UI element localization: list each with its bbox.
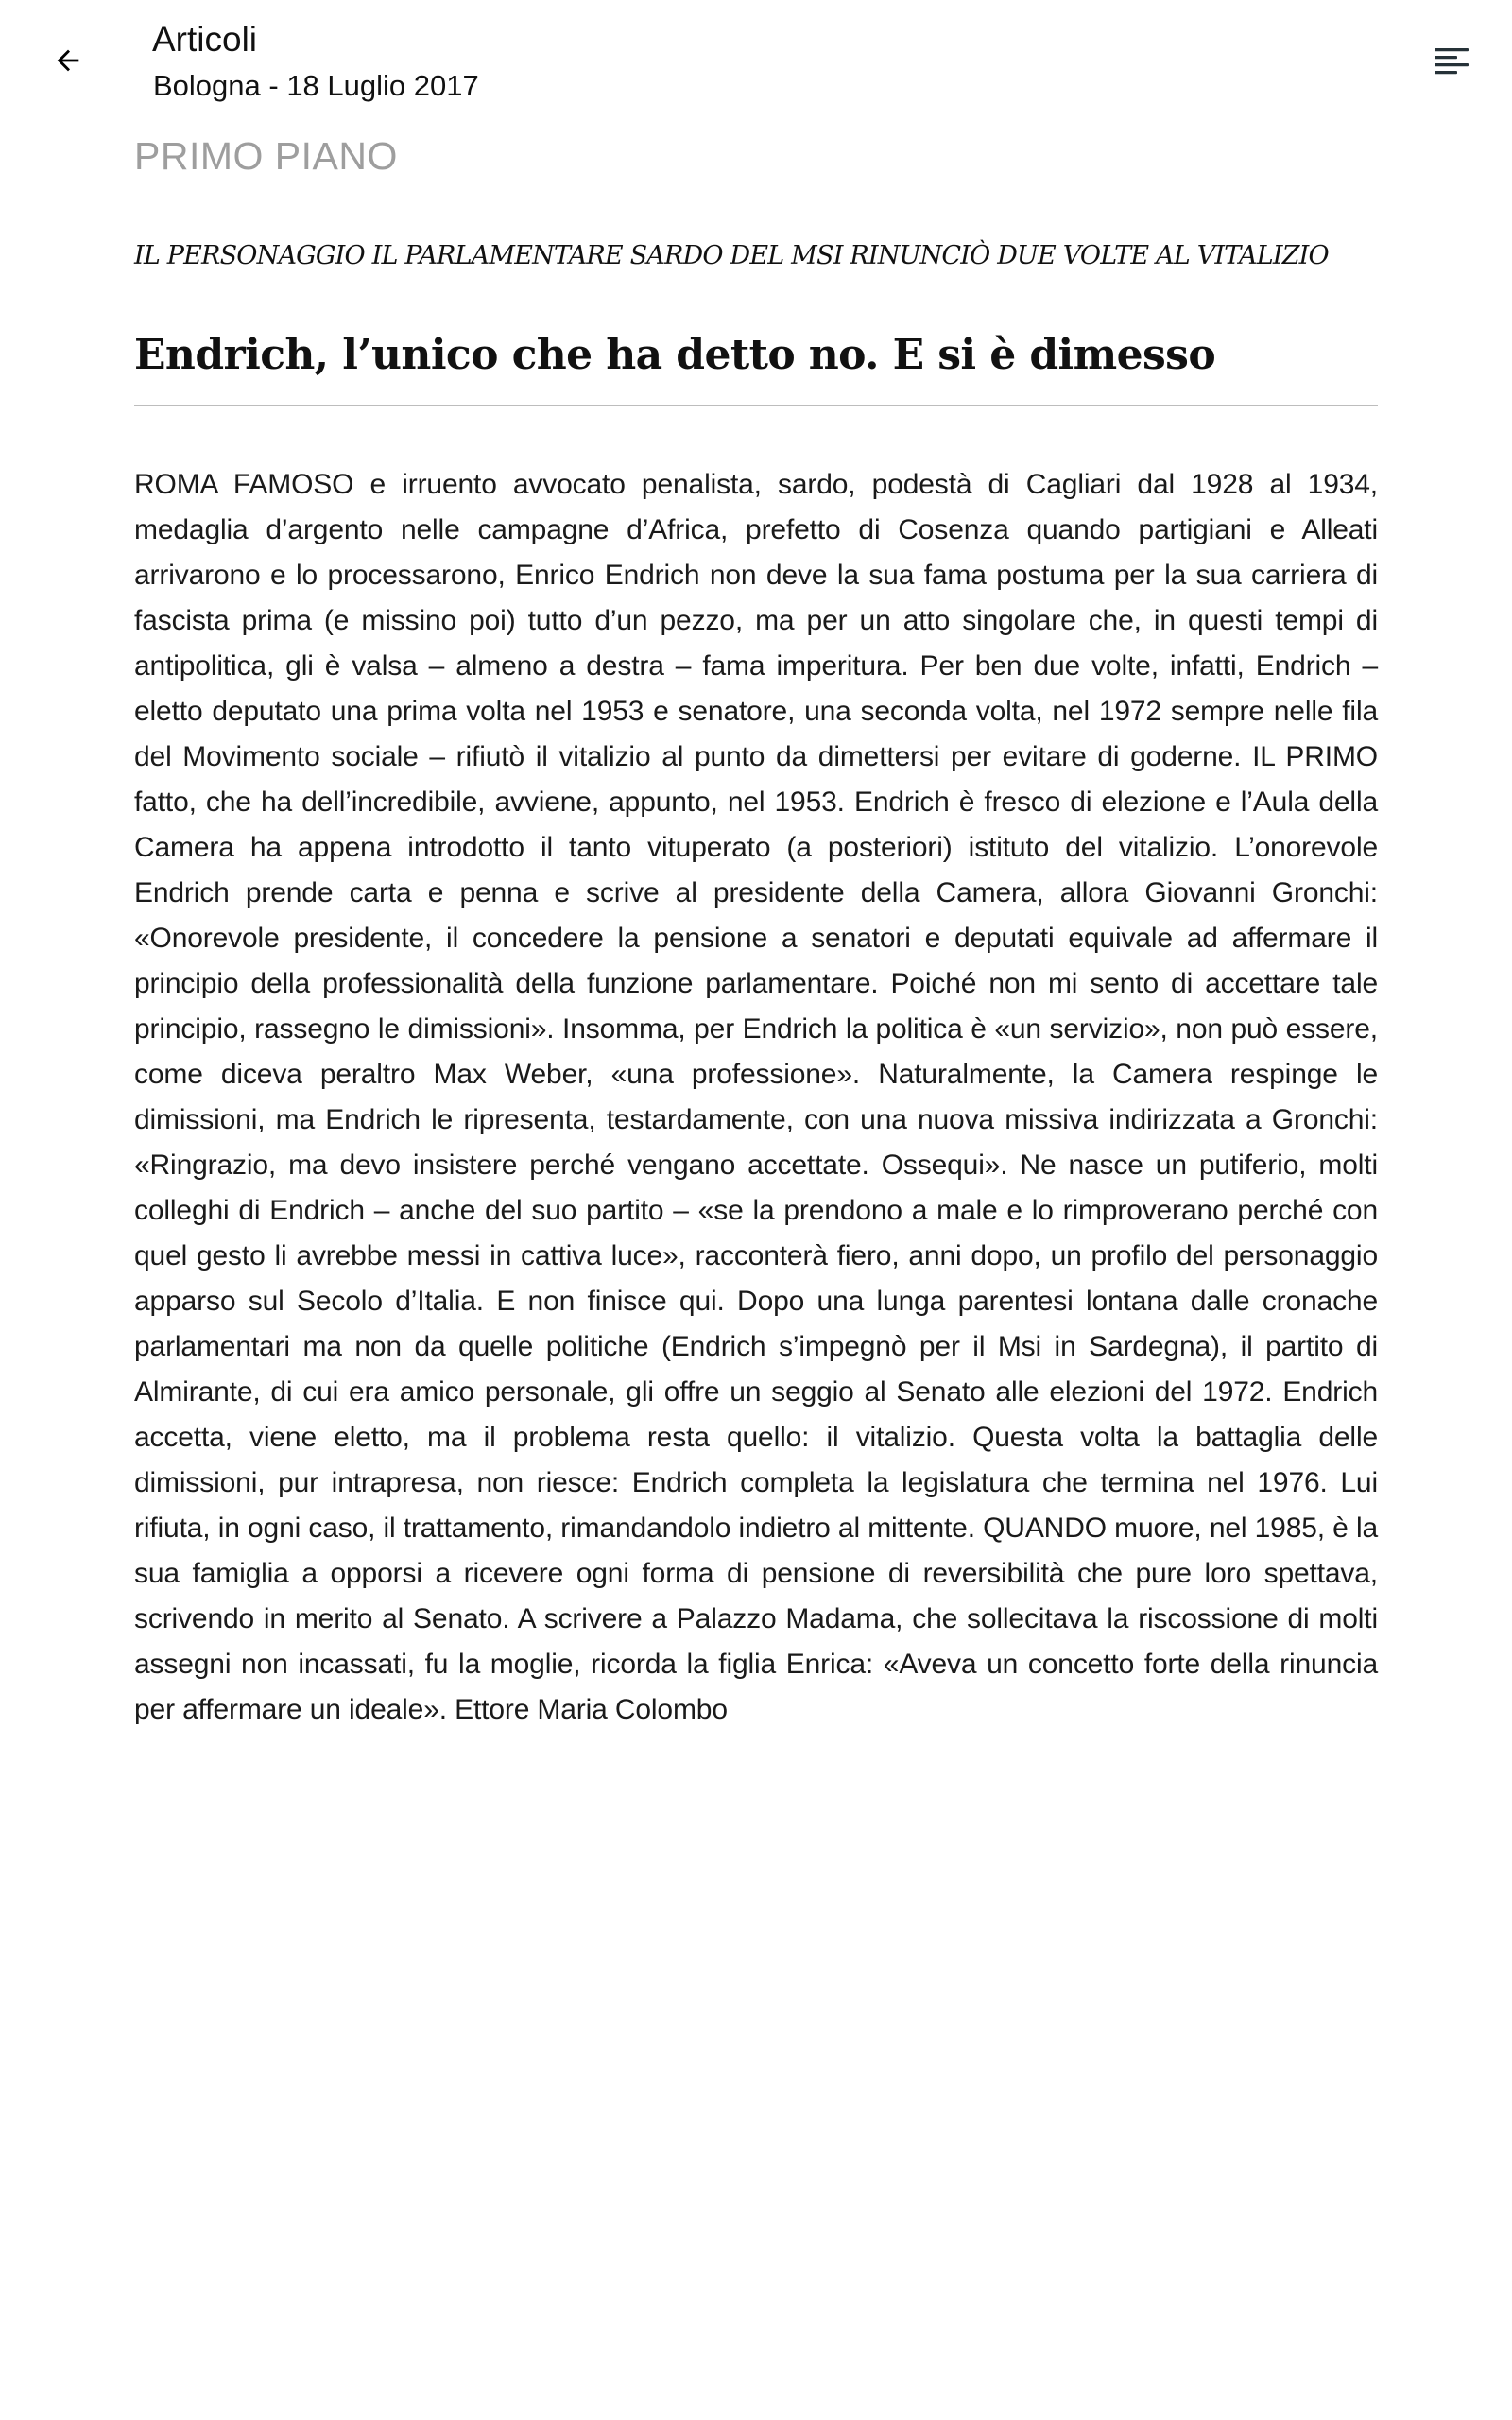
article-kicker: IL PERSONAGGIO IL PARLAMENTARE SARDO DEL MSI RINUNCIÒ DUE VOLTE AL VITALIZIO xyxy=(134,241,1329,270)
article-body: ROMA FAMOSO e irruento avvocato penalista, sardo, podestà di Cagliari dal 1928 al 1934, medaglia d’argento nelle campagne d’Africa, prefetto di Cosenza quando partigiani e Alleati arrivarono e lo processarono, Enrico Endrich non deve la sua fama postuma per la sua carriera di fascista prima (e missino poi) tutto d’un pezzo, ma per un atto singolare che, in questi tempi di antipolitica, gli è valsa – almeno a destra – fama imperitura. Per ben due volte, infatti, Endrich – eletto deputato una prima volta nel 1953 e senatore, una seconda volta, nel 1972 sempre nelle fila del Movimento sociale – rifiutò il vitalizio al punto da dimettersi per evitare di goderne. IL PRIMO fatto, che ha dell’incredibile, avviene, appunto, nel 1953. Endrich è fresco di elezione e l’Aula della Camera ha appena introdotto il tanto vituperato (a posteriori) istituto del vitalizio. L’onorevole Endrich prende carta e penna e scrive al presidente della Camera, allora Giovanni Gronchi: «Onorevole presidente, il concedere la pensione a senatori e deputati equivale ad affermare il principio della professionalità della funzione parlamentare. Poiché non mi sento di accettare tale principio, rassegno le dimissioni». Insomma, per Endrich la politica è «un servizio», non può essere, come diceva peraltro Max Weber, «una professione». Naturalmente, la Camera respinge le dimissioni, ma Endrich le ripresenta, testardamente, con una nuova missiva indirizzata a Gronchi: «Ringrazio, ma devo insistere perché vengano accettate. Ossequi». Ne nasce un putiferio, molti colleghi di Endrich – anche del suo partito – «se la prendono a male e lo rimproverano perché con quel gesto li avrebbe messi in cattiva luce», racconterà fiero, anni dopo, un profilo del personaggio apparso sul Secolo d’Italia. E non finisce qui. Dopo una lunga parentesi lontana dalle cronache parlamentari ma non da quelle politiche (Endrich s’impegnò per il Msi in Sardegna), il partito di Almirante, di cui era amico personale, gli offre un seggio al Senato alle elezioni del 1972. Endrich accetta, viene eletto, ma il problema resta quello: il vitalizio. Questa volta la battaglia delle dimissioni, pur intrapresa, non riesce: Endrich completa la legislatura che termina nel 1976. Lui rifiuta, in ogni caso, il trattamento, rimandandolo indietro al mittente. QUANDO muore, nel 1985, è la sua famiglia a opporsi a ricevere ogni forma di pensione di reversibilità che pure loro spettava, scrivendo in merito al Senato. A scrivere a Palazzo Madama, che sollecitava la riscossione di molti assegni non incassati, fu la moglie, ricorda la figlia Enrica: «Aveva un concetto forte della rinuncia per affermare un ideale». Ettore Maria Colombo xyxy=(134,469,1378,1725)
back-button[interactable] xyxy=(43,36,93,85)
app-bar xyxy=(0,0,1512,123)
app-subtitle: Bologna - 18 Luglio 2017 xyxy=(153,69,479,102)
section-label: PRIMO PIANO xyxy=(134,134,398,178)
menu-button[interactable] xyxy=(1425,36,1478,85)
article-headline: Endrich, l’unico che ha detto no. E si è dimesso xyxy=(134,331,1216,379)
divider xyxy=(134,405,1378,406)
arrow-left-icon xyxy=(52,44,84,77)
text-align-left-icon xyxy=(1434,46,1469,75)
app-title: Articoli xyxy=(152,20,258,59)
